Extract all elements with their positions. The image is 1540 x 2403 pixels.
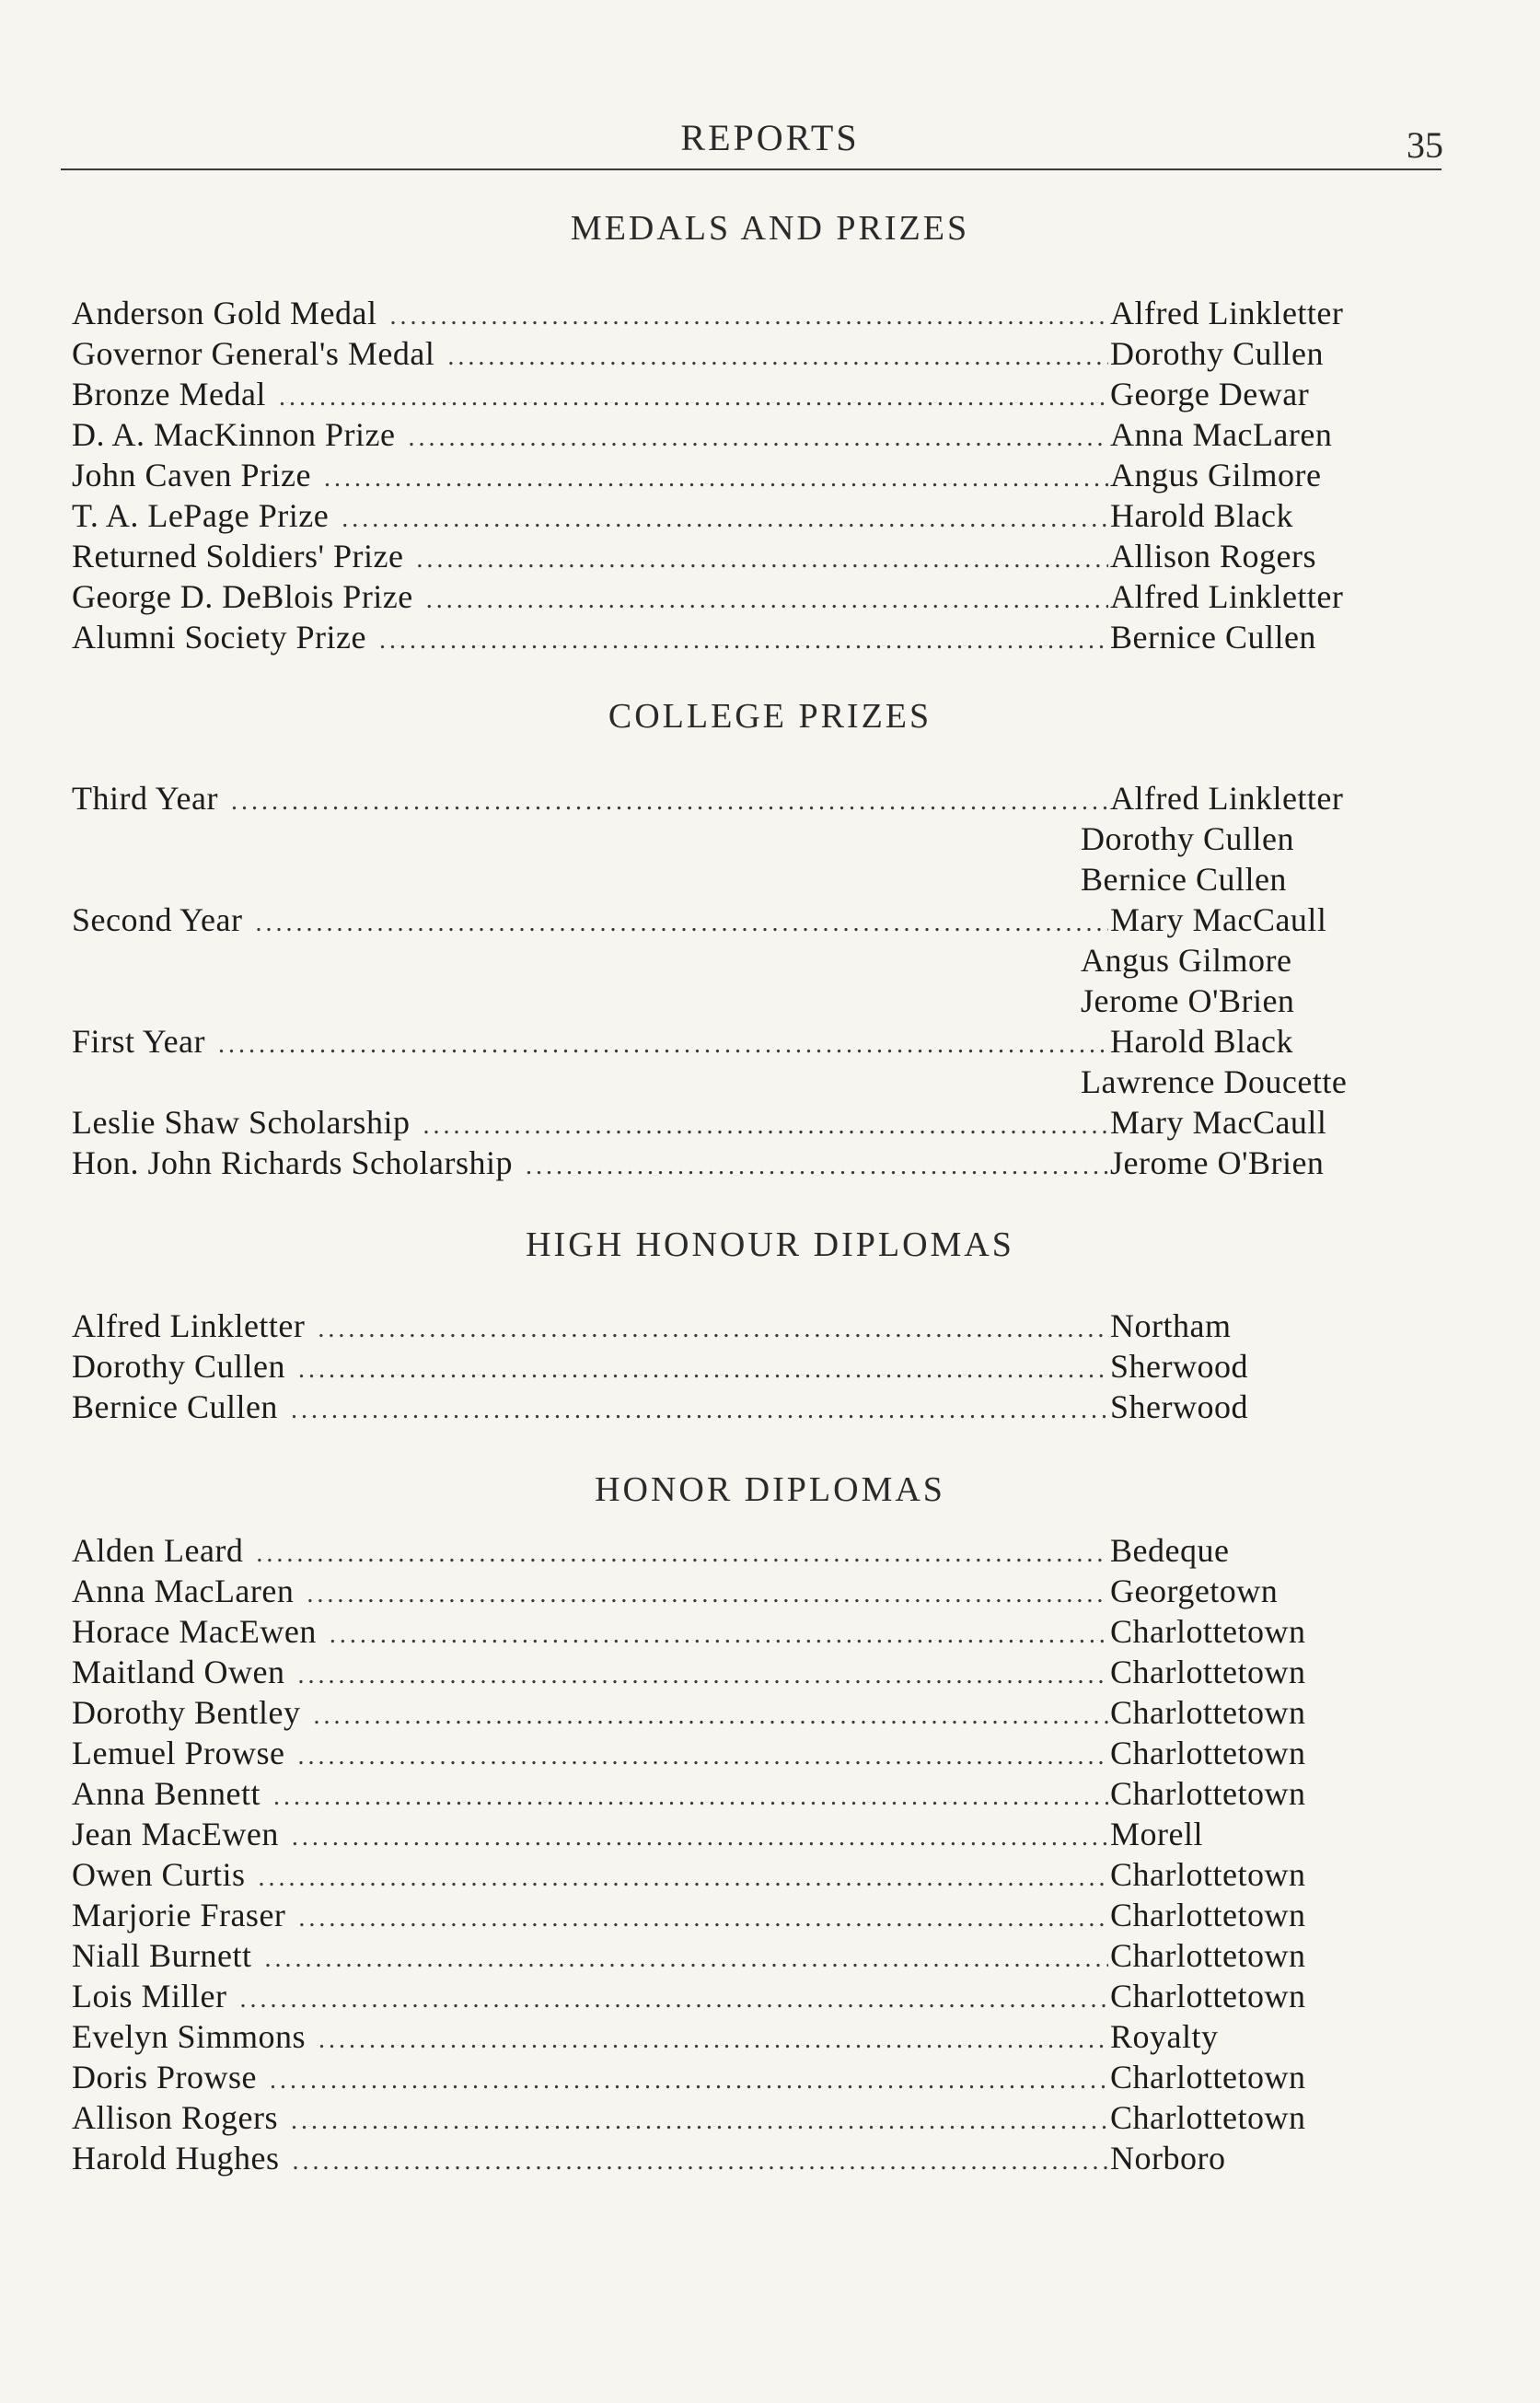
dot-leader [416, 540, 1108, 580]
entry-value: Dorothy Cullen [1110, 335, 1324, 372]
entry-value: Alfred Linkletter [1110, 578, 1344, 615]
entry-value: Norboro [1110, 2140, 1226, 2177]
dot-leader [389, 296, 1108, 337]
entry-value: Charlottetown [1110, 1856, 1306, 1893]
dot-leader [318, 2020, 1108, 2061]
entry-row [72, 1976, 1434, 2016]
entry-name: Dorothy Cullen [72, 1348, 285, 1385]
entry-row [72, 455, 1434, 495]
dot-leader [408, 418, 1108, 459]
entry-name: First Year [72, 1023, 206, 1060]
dot-leader [239, 1979, 1108, 2020]
entry-row [72, 617, 1434, 657]
entry-name: Alfred Linkletter [72, 1307, 306, 1344]
entry-value: Charlottetown [1110, 1613, 1306, 1650]
entry-value: Allison Rogers [1110, 538, 1317, 575]
entry-row [72, 1387, 1434, 1427]
entry-value: Sherwood [1110, 1388, 1248, 1425]
entry-row [72, 1935, 1434, 1976]
page-number: 35 [1407, 124, 1443, 166]
entry-name: Owen Curtis [72, 1856, 246, 1893]
dot-leader [297, 1736, 1108, 1777]
entry-value: Bernice Cullen [1110, 619, 1316, 656]
entry-value: Northam [1110, 1307, 1232, 1344]
entry-row [72, 1530, 1434, 1571]
dot-leader [426, 580, 1108, 621]
entry-row [72, 495, 1434, 536]
dot-leader [423, 1106, 1108, 1146]
entry-row [72, 333, 1434, 374]
entry-name: Leslie Shaw Scholarship [72, 1104, 411, 1141]
honor-diplomas-list [72, 1530, 1434, 2178]
entry-row [72, 2057, 1434, 2097]
entry-value: Harold Black [1110, 497, 1293, 534]
section-title-high-honour-diplomas: HIGH HONOUR DIPLOMAS [526, 1225, 1014, 1264]
entry-row [72, 940, 1434, 981]
dot-leader [256, 1534, 1108, 1574]
entry-row [72, 1102, 1434, 1143]
entry-value: Charlottetown [1110, 1694, 1306, 1731]
college-prizes-list [72, 778, 1434, 1183]
medals-and-prizes-list [72, 293, 1434, 657]
dot-leader [307, 1574, 1108, 1615]
entry-name: Anderson Gold Medal [72, 295, 377, 331]
entry-row [72, 1814, 1434, 1854]
entry-name: Maitland Owen [72, 1654, 285, 1690]
entry-value: Sherwood [1110, 1348, 1248, 1385]
dot-leader [447, 337, 1108, 377]
entry-row [72, 1895, 1434, 1935]
entry-row [72, 1854, 1434, 1895]
entry-name: Doris Prowse [72, 2059, 257, 2095]
entry-name: Third Year [72, 780, 218, 817]
entry-name: John Caven Prize [72, 457, 311, 493]
entry-name: Lois Miller [72, 1978, 227, 2014]
entry-name: Evelyn Simmons [72, 2018, 307, 2055]
entry-row [72, 1306, 1434, 1346]
entry-row [72, 981, 1434, 1021]
entry-value: Anna MacLaren [1110, 416, 1333, 453]
entry-name: Returned Soldiers' Prize [72, 538, 404, 575]
dot-leader [218, 1025, 1108, 1065]
entry-row [72, 900, 1434, 940]
entry-name: Jean MacEwen [72, 1816, 279, 1852]
entry-value: Mary MacCaull [1110, 1104, 1327, 1141]
high-honour-diplomas-list [72, 1306, 1434, 1427]
entry-value: Charlottetown [1110, 1937, 1306, 1974]
dot-leader [231, 782, 1108, 822]
entry-row [72, 1062, 1434, 1102]
entry-value: Alfred Linkletter [1110, 780, 1344, 817]
entry-name: T. A. LePage Prize [72, 497, 330, 534]
dot-leader [270, 2061, 1108, 2101]
entry-value: Charlottetown [1110, 1735, 1306, 1771]
dot-leader [324, 459, 1108, 499]
entry-value: Lawrence Doucette [1081, 1063, 1348, 1100]
entry-name: Bernice Cullen [72, 1388, 278, 1425]
dot-leader [255, 903, 1108, 944]
entry-row [72, 2097, 1434, 2138]
entry-name: Anna MacLaren [72, 1573, 295, 1609]
entry-name: Dorothy Bentley [72, 1694, 301, 1731]
entry-row [72, 2138, 1434, 2178]
entry-value: Mary MacCaull [1110, 901, 1327, 938]
dot-leader [298, 1350, 1108, 1390]
entry-row [72, 818, 1434, 859]
entry-value: Charlottetown [1110, 1978, 1306, 2014]
entry-row [72, 1652, 1434, 1692]
dot-leader [292, 1817, 1108, 1858]
dot-leader [342, 499, 1108, 540]
dot-leader [291, 1390, 1108, 1431]
dot-leader [318, 1309, 1108, 1350]
entry-row [72, 778, 1434, 818]
entry-name: Alumni Society Prize [72, 619, 366, 656]
entry-name: Allison Rogers [72, 2099, 279, 2136]
entry-row [72, 1571, 1434, 1611]
entry-row [72, 1143, 1434, 1183]
entry-value: Bernice Cullen [1081, 861, 1287, 898]
entry-row [72, 1733, 1434, 1773]
entry-row [72, 374, 1434, 414]
entry-value: Royalty [1110, 2018, 1219, 2055]
entry-name: Niall Burnett [72, 1937, 252, 1974]
entry-value: Alfred Linkletter [1110, 295, 1344, 331]
entry-value: Charlottetown [1110, 1654, 1306, 1690]
entry-value: Angus Gilmore [1110, 457, 1322, 493]
entry-value: Bedeque [1110, 1532, 1230, 1569]
entry-value: Charlottetown [1110, 1897, 1306, 1933]
entry-row [72, 1773, 1434, 1814]
header-rule [61, 168, 1442, 170]
entry-name: Anna Bennett [72, 1775, 261, 1812]
entry-value: Charlottetown [1110, 1775, 1306, 1812]
entry-name: Marjorie Fraser [72, 1897, 286, 1933]
dot-leader [526, 1146, 1108, 1187]
dot-leader [292, 2142, 1108, 2182]
entry-row [72, 293, 1434, 333]
dot-leader [291, 2101, 1108, 2142]
dot-leader [313, 1696, 1108, 1736]
entry-value: Charlottetown [1110, 2059, 1306, 2095]
entry-value: Angus Gilmore [1081, 942, 1292, 979]
dot-leader [298, 1898, 1108, 1939]
dot-leader [297, 1655, 1108, 1696]
entry-name: Alden Leard [72, 1532, 244, 1569]
entry-value: Jerome O'Brien [1110, 1144, 1325, 1181]
section-title-medals-and-prizes: MEDALS AND PRIZES [570, 209, 970, 248]
entry-name: George D. DeBlois Prize [72, 578, 413, 615]
entry-value: Dorothy Cullen [1081, 820, 1294, 857]
entry-name: D. A. MacKinnon Prize [72, 416, 396, 453]
dot-leader [379, 621, 1108, 661]
entry-name: Harold Hughes [72, 2140, 280, 2177]
entry-name: Governor General's Medal [72, 335, 435, 372]
entry-row [72, 414, 1434, 455]
entry-value: Jerome O'Brien [1081, 982, 1295, 1019]
section-title-honor-diplomas: HONOR DIPLOMAS [595, 1470, 945, 1509]
running-head: REPORTS [680, 117, 860, 158]
entry-name: Lemuel Prowse [72, 1735, 285, 1771]
entry-row [72, 576, 1434, 617]
dot-leader [273, 1777, 1108, 1817]
entry-row [72, 859, 1434, 900]
dot-leader [264, 1939, 1108, 1979]
section-title-college-prizes: COLLEGE PRIZES [608, 697, 932, 736]
entry-name: Bronze Medal [72, 376, 266, 412]
entry-name: Second Year [72, 901, 243, 938]
dot-leader [330, 1615, 1108, 1655]
entry-name: Hon. John Richards Scholarship [72, 1144, 513, 1181]
entry-row [72, 1692, 1434, 1733]
entry-row [72, 1611, 1434, 1652]
entry-value: Charlottetown [1110, 2099, 1306, 2136]
entry-row [72, 1346, 1434, 1387]
entry-row [72, 1021, 1434, 1062]
entry-value: Georgetown [1110, 1573, 1279, 1609]
entry-value: Harold Black [1110, 1023, 1293, 1060]
entry-name: Horace MacEwen [72, 1613, 317, 1650]
entry-row [72, 2016, 1434, 2057]
entry-row [72, 536, 1434, 576]
dot-leader [259, 1858, 1109, 1898]
entry-value: Morell [1110, 1816, 1203, 1852]
entry-value: George Dewar [1110, 376, 1310, 412]
dot-leader [279, 377, 1108, 418]
